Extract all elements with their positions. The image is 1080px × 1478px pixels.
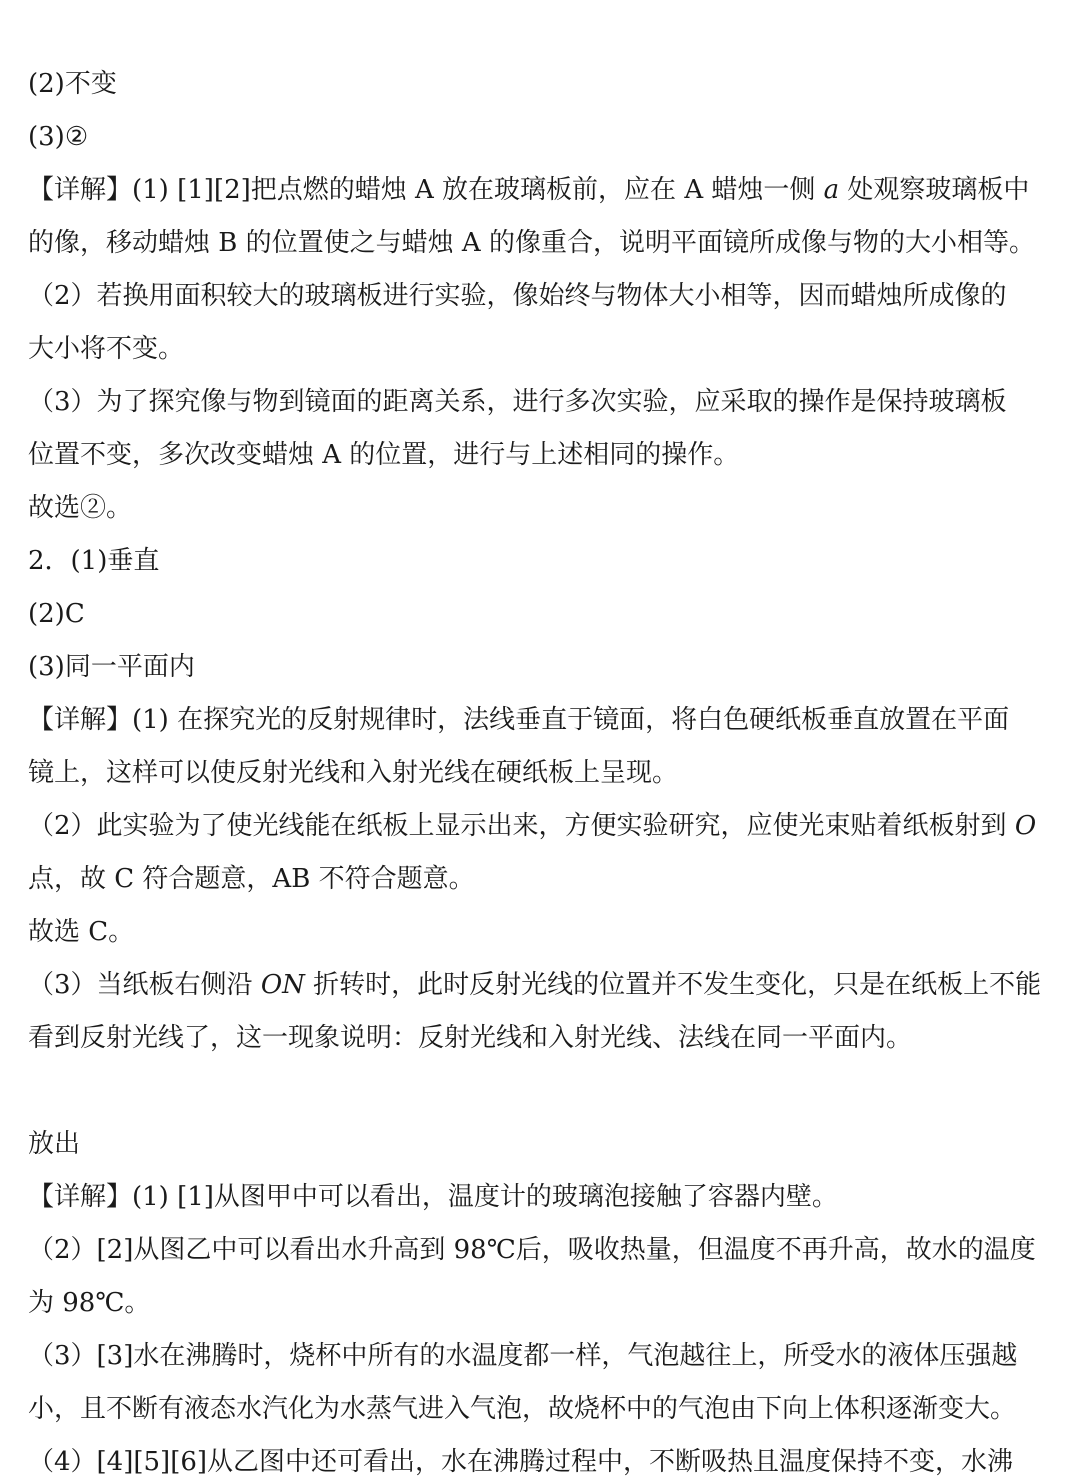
q1-exp-1a: 【详解】(1) [1][2]把点燃的蜡烛 A 放在玻璃板前，应在 A 蜡烛一侧 (28, 175, 824, 205)
q2-explanation-line-6 (28, 969, 1058, 1001)
q3-explanation-line-6: （4）[4][5][6]从乙图中还可看出，水在沸腾过程中，不断吸热且温度保持不变，水沸 (28, 1447, 1014, 1477)
q2-answer-line-2: (2)C (28, 599, 85, 629)
q3-explanation-line-1: 【详解】(1) [1]从图甲中可以看出，温度计的玻璃泡接触了容器内壁。 (28, 1182, 838, 1212)
q2-explanation-line-2: 镜上，这样可以使反射光线和入射光线在硬纸板上呈现。 (28, 758, 679, 788)
q1-answer-line-3: (3)② (28, 122, 89, 152)
q2-exp-6-italic: ON (260, 970, 305, 1000)
q2-explanation-line-7: 看到反射光线了，这一现象说明：反射光线和入射光线、法线在同一平面内。 (28, 1023, 913, 1053)
q2-exp-3a: （2）此实验为了使光线能在纸板上显示出来，方便实验研究，应使光束贴着纸板射到 (28, 811, 1015, 841)
q1-explanation-line-1 (28, 174, 1058, 206)
q3-answer-line-2: 放出 (28, 1129, 81, 1159)
q1-explanation-line-5: （3）为了探究像与物到镜面的距离关系，进行多次实验，应采取的操作是保持玻璃板 (28, 387, 1007, 417)
q2-explanation-line-3 (28, 810, 1058, 842)
q2-explanation-line-1: 【详解】(1) 在探究光的反射规律时，法线垂直于镜面，将白色硬纸板垂直放置在平面 (28, 705, 1010, 735)
q2-answer-line-1: 2．(1)垂直 (28, 546, 160, 576)
q1-explanation-line-6: 位置不变，多次改变蜡烛 A 的位置，进行与上述相同的操作。 (28, 440, 740, 470)
q1-explanation-line-2: 的像，移动蜡烛 B 的位置使之与蜡烛 A 的像重合，说明平面镜所成像与物的大小相等。 (28, 228, 1035, 258)
q2-explanation-line-4: 点，故 C 符合题意，AB 不符合题意。 (28, 864, 475, 894)
q1-exp-1-italic: a (823, 175, 840, 205)
q2-answer-line-3: (3)同一平面内 (28, 652, 195, 682)
q1-answer-line-2: (2)不变 (28, 69, 117, 99)
q2-exp-6a: （3）当纸板右侧沿 (28, 970, 261, 1000)
q3-explanation-line-5: 小，且不断有液态水汽化为水蒸气进入气泡，故烧杯中的气泡由下向上体积逐渐变大。 (28, 1394, 1017, 1424)
q3-explanation-line-3: 为 98℃。 (28, 1288, 151, 1318)
q3-explanation-line-4: （3）[3]水在沸腾时，烧杯中所有的水温度都一样，气泡越往上，所受水的液体压强越 (28, 1341, 1018, 1371)
q2-exp-3-italic: O (1014, 811, 1037, 841)
q3-explanation-line-2: （2）[2]从图乙中可以看出水升高到 98℃后，吸收热量，但温度不再升高，故水的温度 (28, 1235, 1036, 1265)
q1-explanation-line-3: （2）若换用面积较大的玻璃板进行实验，像始终与物体大小相等，因而蜡烛所成像的 (28, 281, 1007, 311)
q1-exp-1b: 处观察玻璃板中 (839, 175, 1030, 205)
q1-explanation-line-7: 故选②。 (28, 493, 133, 523)
q2-explanation-line-5: 故选 C。 (28, 917, 135, 947)
q1-explanation-line-4: 大小将不变。 (28, 334, 185, 364)
q2-exp-6b: 折转时，此时反射光线的位置并不发生变化，只是在纸板上不能 (304, 970, 1042, 1000)
